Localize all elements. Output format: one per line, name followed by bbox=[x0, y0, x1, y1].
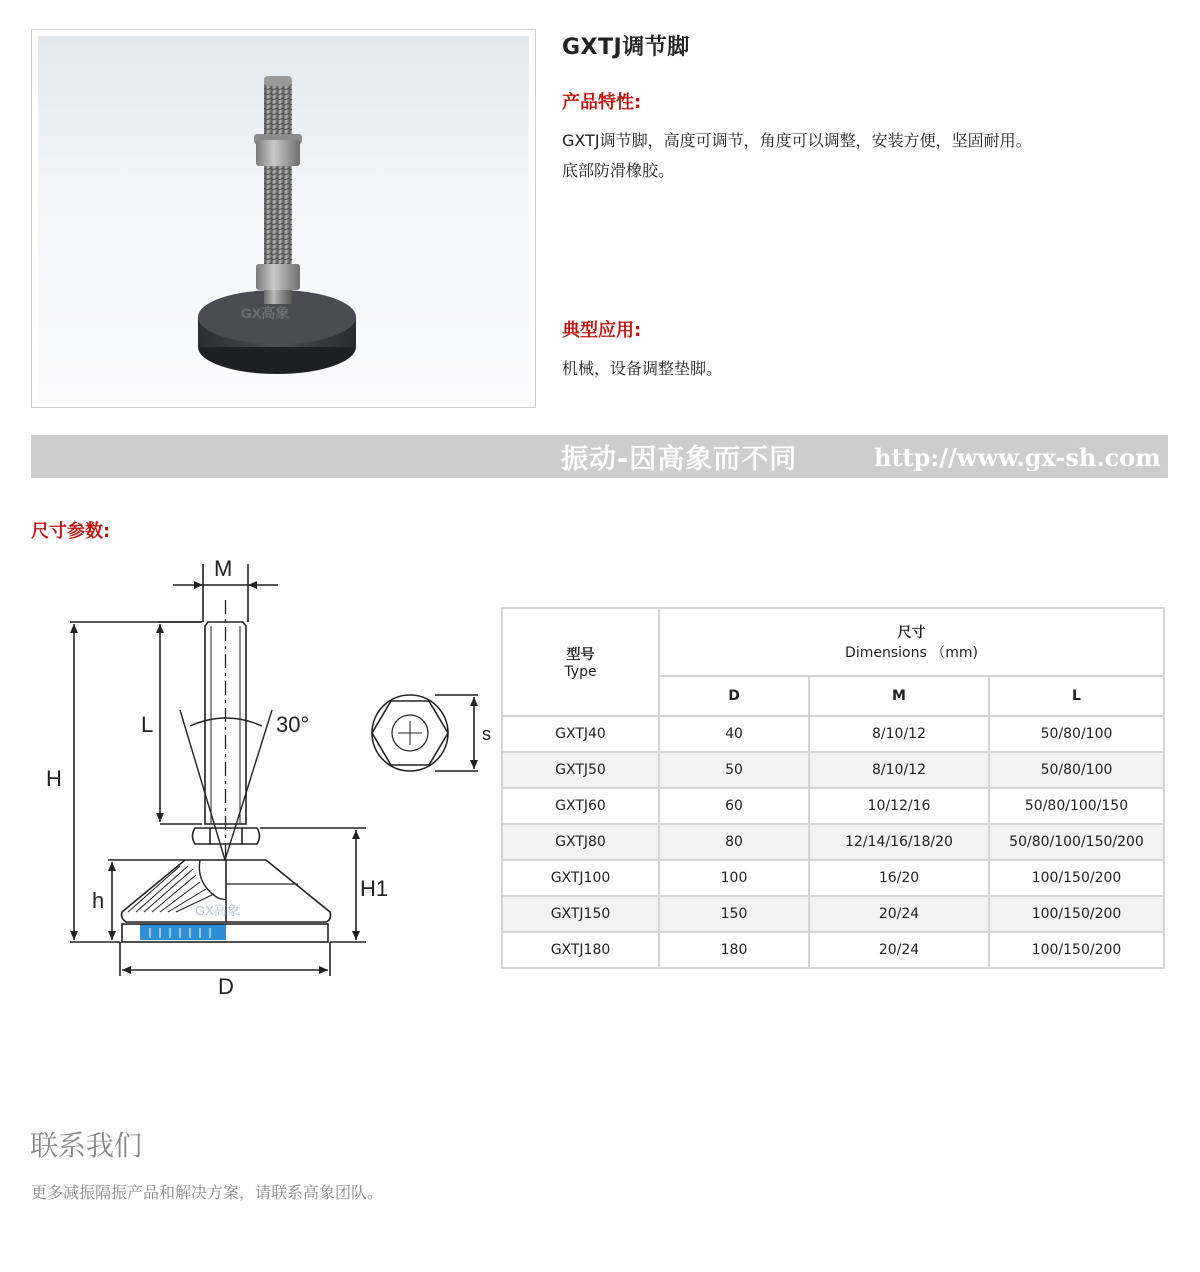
type-header bbox=[502, 608, 659, 716]
specification-table bbox=[501, 607, 1165, 969]
cell-D: 50 bbox=[659, 752, 809, 788]
cell-type: GXTJ60 bbox=[502, 788, 659, 824]
label-M: M bbox=[214, 556, 233, 581]
hex-nut-top-view bbox=[372, 695, 478, 771]
label-h: h bbox=[92, 888, 105, 913]
cell-type: GXTJ80 bbox=[502, 824, 659, 860]
cell-type: GXTJ50 bbox=[502, 752, 659, 788]
technical-drawing bbox=[30, 550, 500, 1000]
type-header-en: Type bbox=[564, 664, 597, 680]
cell-D: 60 bbox=[659, 788, 809, 824]
cell-L: 50/80/100 bbox=[989, 752, 1164, 788]
drawing-watermark: GX高象 bbox=[195, 903, 240, 918]
photo-watermark: GX高象 bbox=[241, 305, 290, 321]
banner-slogan: 振动-因高象而不同 bbox=[561, 444, 798, 475]
label-angle: 30° bbox=[276, 712, 310, 737]
slogan-banner bbox=[31, 435, 1168, 478]
cell-M: 8/10/12 bbox=[809, 716, 989, 752]
cell-M: 12/14/16/18/20 bbox=[809, 824, 989, 860]
table-row bbox=[502, 788, 1164, 824]
cell-D: 80 bbox=[659, 824, 809, 860]
product-title: GXTJ调节脚 bbox=[562, 35, 690, 60]
dimensions-heading: 尺寸参数: bbox=[31, 521, 111, 542]
cell-M: 20/24 bbox=[809, 932, 989, 968]
cell-L: 100/150/200 bbox=[989, 896, 1164, 932]
table-row bbox=[502, 752, 1164, 788]
features-text bbox=[562, 126, 1032, 186]
table-row bbox=[502, 860, 1164, 896]
contact-text: 更多减振隔振产品和解决方案，请联系高象团队。 bbox=[31, 1183, 384, 1202]
cell-L: 50/80/100 bbox=[989, 716, 1164, 752]
cell-M: 10/12/16 bbox=[809, 788, 989, 824]
applications-text: 机械，设备调整垫脚。 bbox=[562, 359, 723, 378]
label-s: s bbox=[482, 724, 491, 744]
cell-L: 100/150/200 bbox=[989, 932, 1164, 968]
cell-M: 20/24 bbox=[809, 896, 989, 932]
label-H1: H1 bbox=[360, 876, 389, 901]
product-photo bbox=[38, 36, 529, 401]
contact-title: 联系我们 bbox=[30, 1129, 143, 1162]
table-row bbox=[502, 716, 1164, 752]
banner-url[interactable]: http://www.gx-sh.com bbox=[874, 443, 1161, 472]
upper-nut bbox=[256, 140, 300, 166]
cell-type: GXTJ40 bbox=[502, 716, 659, 752]
label-D: D bbox=[218, 974, 234, 999]
cell-type: GXTJ100 bbox=[502, 860, 659, 896]
cell-type: GXTJ150 bbox=[502, 896, 659, 932]
product-photo-frame bbox=[31, 29, 536, 408]
cell-M: 16/20 bbox=[809, 860, 989, 896]
leveling-foot-illustration bbox=[38, 36, 529, 401]
table-row bbox=[502, 824, 1164, 860]
applications-heading: 典型应用: bbox=[562, 320, 642, 341]
table-row bbox=[502, 896, 1164, 932]
cell-L: 100/150/200 bbox=[989, 860, 1164, 896]
lower-nut bbox=[256, 264, 300, 290]
table-row bbox=[502, 932, 1164, 968]
type-header-cn: 型号 bbox=[566, 647, 595, 663]
dimensions-header-en: Dimensions （mm) bbox=[845, 645, 978, 661]
dimensions-header bbox=[659, 608, 1164, 676]
cell-type: GXTJ180 bbox=[502, 932, 659, 968]
cell-D: 100 bbox=[659, 860, 809, 896]
features-heading: 产品特性: bbox=[562, 92, 642, 113]
cell-D: 150 bbox=[659, 896, 809, 932]
cell-D: 40 bbox=[659, 716, 809, 752]
cell-M: 8/10/12 bbox=[809, 752, 989, 788]
label-H: H bbox=[46, 766, 62, 791]
threaded-rod bbox=[264, 84, 292, 264]
dimensions-header-cn: 尺寸 bbox=[897, 625, 926, 641]
cell-L: 50/80/100/150 bbox=[989, 788, 1164, 824]
col-header-L: L bbox=[989, 676, 1164, 716]
cell-L: 50/80/100/150/200 bbox=[989, 824, 1164, 860]
cell-D: 180 bbox=[659, 932, 809, 968]
features-line: 底部防滑橡胶。 bbox=[562, 161, 675, 180]
label-L: L bbox=[141, 712, 154, 737]
features-line: GXTJ调节脚，高度可调节，角度可以调整，安装方便，坚固耐用。 bbox=[562, 131, 1032, 150]
rubber-pad bbox=[140, 924, 226, 940]
col-header-M: M bbox=[809, 676, 989, 716]
col-header-D: D bbox=[659, 676, 809, 716]
